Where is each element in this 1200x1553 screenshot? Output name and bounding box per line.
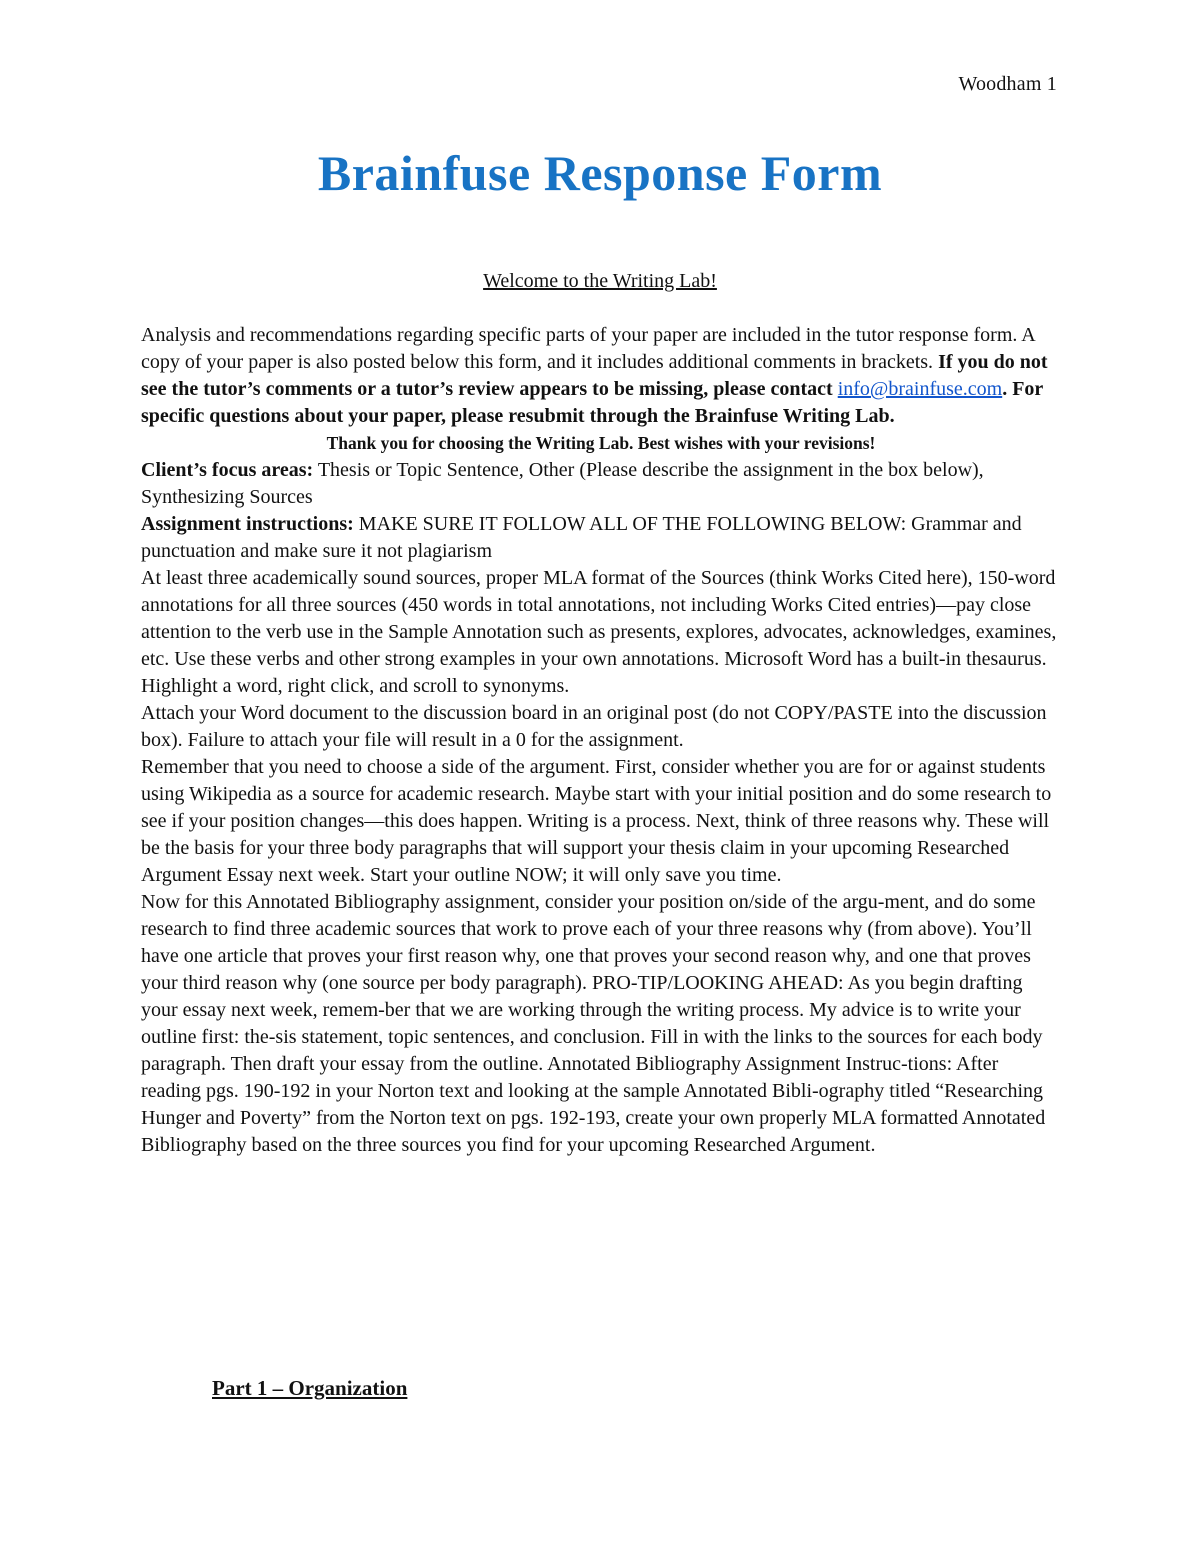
page-header: Woodham 1 xyxy=(958,73,1057,95)
assignment-paragraph-1: At least three academically sound sources, proper MLA format of the Sources (think Works Cited here), 150-word annotations for all three sources (450 words in total annotations, not including Works Cited entries)—pay close attention to the verb use in the Sample Annotation such as presents, explores, advocates, acknowledges, examines, etc. Use these verbs and other strong examples in your own annotations. Microsoft Word has a built-in thesaurus. Highlight a word, right click, and scroll to synonyms. xyxy=(141,567,1057,697)
assignment-instructions xyxy=(141,511,1061,565)
focus-label: Client’s focus areas: xyxy=(141,459,314,481)
focus-areas xyxy=(141,457,1061,511)
document-body xyxy=(141,322,1061,1159)
email-link[interactable]: info@brainfuse.com xyxy=(837,378,1003,400)
assignment-paragraph-3: Remember that you need to choose a side of the argument. First, consider whether you are for or against students using Wikipedia as a source for academic research. Maybe start with your initial position and do some research to see if your position changes—this does happen. Writing is a process. Next, think of three reasons why. These will be the basis for your three body paragraphs that will support your thesis claim in your upcoming Researched Argument Essay next week. Start your outline NOW; it will only save you time. xyxy=(141,756,1052,886)
intro-bold-resubmit: . For specific questions about your paper, please resubmit through the Brainfuse Writing Lab. xyxy=(141,378,1043,427)
intro-bold-contact: If you do not see the tutor’s comments or a tutor’s review appears to be missing, please contact xyxy=(141,351,1048,400)
assignment-paragraph-2: Attach your Word document to the discussion board in an original post (do not COPY/PASTE into the discussion box). Failure to attach your file will result in a 0 for the assignment. xyxy=(141,702,1047,751)
intro-paragraph xyxy=(141,322,1061,430)
document-title: Brainfuse Response Form xyxy=(317,145,883,201)
assignment-label: Assignment instructions: xyxy=(141,513,354,535)
assignment-line1: MAKE SURE IT FOLLOW ALL OF THE FOLLOWING BELOW: Grammar and punctuation and make sure it not plagiarism xyxy=(141,513,1022,562)
thanks-line: Thank you for choosing the Writing Lab. Best wishes with your revisions! xyxy=(326,433,876,453)
intro-text: Analysis and recommendations regarding specific parts of your paper are included in the tutor response form. A copy of your paper is also posted below this form, and it includes additional comments in brackets. xyxy=(141,324,1035,373)
assignment-paragraph-4: Now for this Annotated Bibliography assignment, consider your position on/side of the argu-ment, and do some research to find three academic sources that work to prove each of your three reasons why (from above). You’ll have one article that proves your first reason why, one that proves your second reason why, and one that proves your third reason why (one source per body paragraph). PRO-TIP/LOOKING AHEAD: As you begin drafting your essay next week, remem-ber that we are working through the writing process. My advice is to write your outline first: the-sis statement, topic sentences, and conclusion. Fill in with the links to the sources for each body paragraph. Then draft your essay from the outline. Annotated Bibliography Assignment Instruc-tions: After reading pgs. 190-192 in your Norton text and looking at the sample Annotated Bibli-ography titled “Researching Hunger and Poverty” from the Norton text on pgs. 192-193, create your own properly MLA formatted Annotated Bibliography based on the three sources you find for your upcoming Researched Argument. xyxy=(141,891,1046,1156)
focus-text: Thesis or Topic Sentence, Other (Please describe the assignment in the box below), Synthesizing Sources xyxy=(141,459,984,508)
part1-heading: Part 1 – Organization xyxy=(212,1376,408,1400)
welcome-heading: Welcome to the Writing Lab! xyxy=(483,270,717,292)
